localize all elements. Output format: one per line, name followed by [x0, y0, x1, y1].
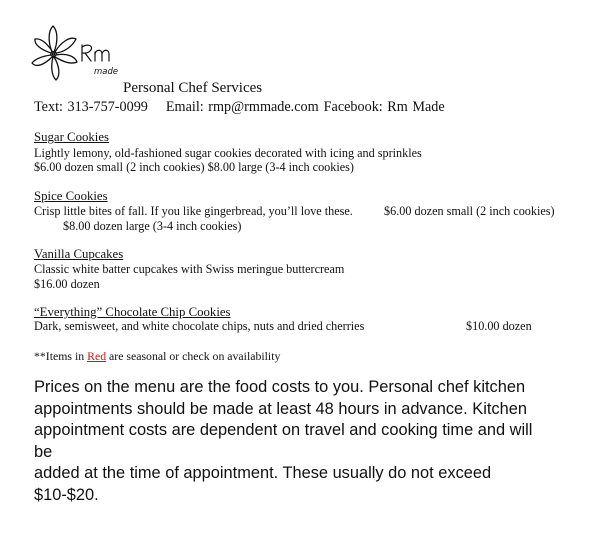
contact-line	[34, 99, 445, 116]
chocolate-chip-cookies-price: $10.00 dozen	[466, 319, 532, 333]
policy-line-3: appointment costs are dependent on travel and cooking time and will be	[34, 421, 533, 461]
spice-cookies-price-small: $6.00 dozen small (2 inch cookies)	[384, 204, 555, 218]
vanilla-cupcakes-price: $16.00 dozen	[34, 277, 100, 291]
logo-subtext: made	[94, 67, 119, 77]
spice-cookies-title: Spice Cookies	[34, 189, 108, 203]
seasonal-note	[34, 349, 280, 364]
page-title: Personal Chef Services	[123, 80, 263, 96]
policy-paragraph	[34, 377, 552, 507]
spice-cookies-price-large: $8.00 dozen large (3-4 inch cookies)	[63, 219, 242, 233]
phone-text[interactable]: Text: 313-757-0099	[34, 99, 148, 115]
sugar-cookies-description: Lightly lemony, old-fashioned sugar cookies decorated with icing and sprinkles	[34, 146, 422, 160]
vanilla-cupcakes-title: Vanilla Cupcakes	[34, 247, 124, 261]
rm-made-logo	[30, 22, 126, 90]
flower-logo-icon	[30, 22, 126, 90]
policy-line-1: Prices on the menu are the food costs to you. Personal chef kitchen	[34, 378, 526, 396]
seasonal-note-prefix: **Items in	[34, 349, 88, 363]
chocolate-chip-cookies-title: “Everything” Chocolate Chip Cookies	[34, 305, 231, 319]
sugar-cookies-title: Sugar Cookies	[34, 130, 110, 144]
chocolate-chip-cookies-description: Dark, semisweet, and white chocolate chips, nuts and dried cherries	[34, 319, 365, 333]
seasonal-note-red-word: Red	[87, 349, 107, 363]
facebook-text[interactable]: Facebook: Rm Made	[323, 99, 445, 115]
spice-cookies-description: Crisp little bites of fall. If you like gingerbread, you’ll love these.	[34, 204, 353, 218]
vanilla-cupcakes-description: Classic white batter cupcakes with Swiss meringue buttercream	[34, 262, 345, 276]
sugar-cookies-price: $6.00 dozen small (2 inch cookies) $8.00 large (3-4 inch cookies)	[34, 160, 354, 174]
email-text[interactable]: Email: rmp@rmmade.com	[165, 99, 319, 115]
policy-line-4: added at the time of appointment. These usually do not exceed $10-$20.	[34, 464, 492, 504]
policy-line-2: appointments should be made at least 48 hours in advance. Kitchen	[34, 399, 527, 418]
seasonal-note-suffix: are seasonal or check on availability	[106, 349, 281, 363]
